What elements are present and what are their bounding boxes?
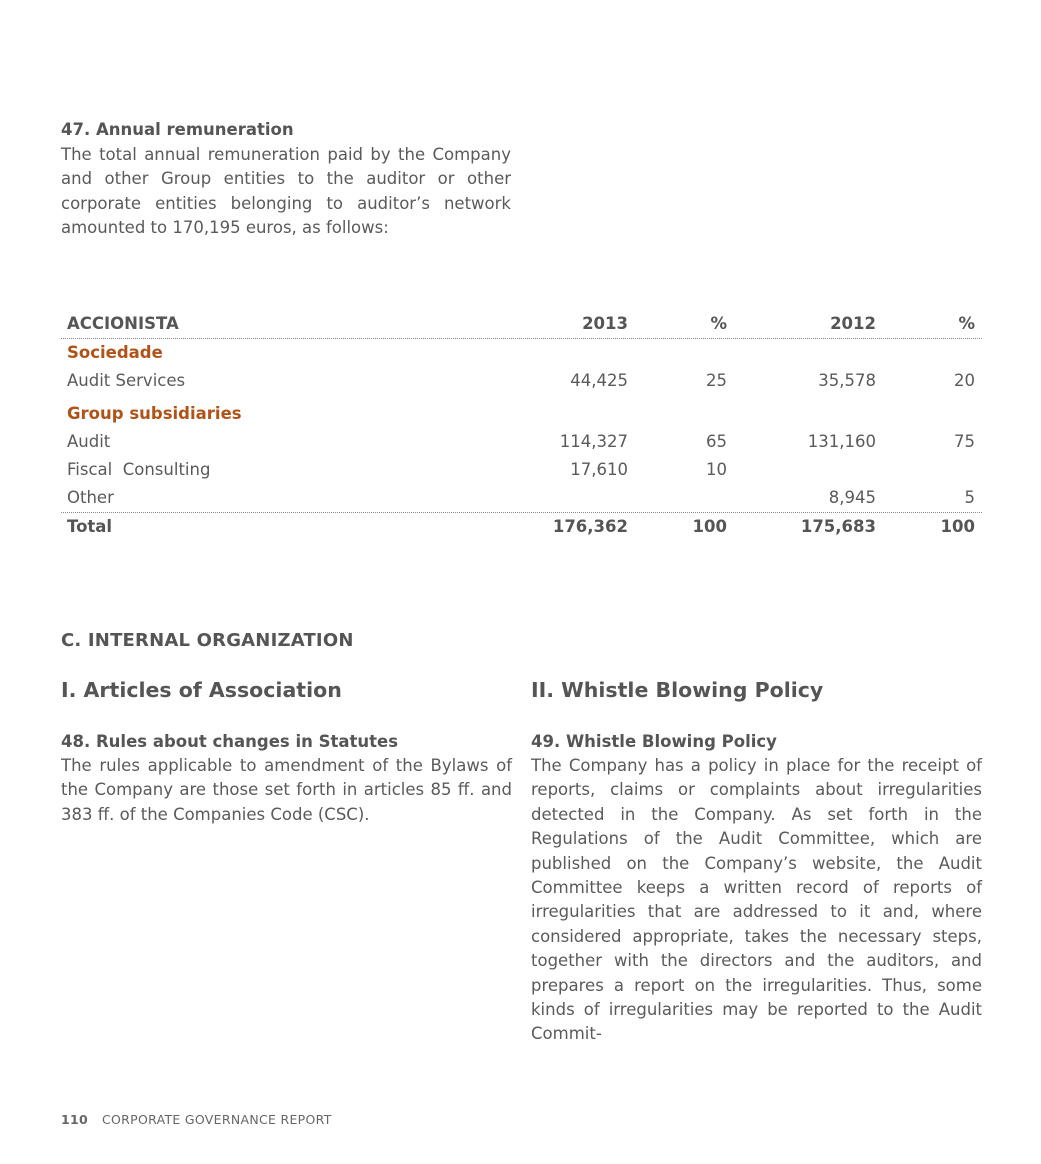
section-49-text: The Company has a policy in place for the receipt of reports, claims or complaints about irregularities detected in the Company. As set forth in the Regulations of the Audit Committee, which are published on the Company’s website, the Audit Committee keeps a written record of reports of irregularities that are addressed to it and, where considered appropriate, takes the necessary steps, together with the directors and the auditors, and prepares a report on the irregularities. Thus, some kinds of irregularities may be reported to the Audit Commit-	[531, 756, 982, 1044]
table-row	[61, 456, 982, 484]
section-47-text: The total annual remuneration paid by the Company and other Group entities to the auditor or other corporate entities belonging to auditor’s network amounted to 170,195 euros, as follows:	[61, 145, 511, 238]
whistle-heading: II. Whistle Blowing Policy	[531, 678, 824, 702]
remuneration-table	[61, 310, 982, 541]
table-row	[61, 484, 982, 512]
table-header-row	[61, 310, 982, 339]
header-accionista: ACCIONISTA	[67, 314, 179, 333]
total-label: Total	[67, 517, 113, 536]
section-49-heading: 49. Whistle Blowing Policy	[531, 732, 777, 751]
row-label: Other	[67, 488, 114, 507]
section-47-heading: 47. Annual remuneration	[61, 120, 294, 139]
row-value-2013: 17,610	[570, 460, 628, 479]
row-percent-2013: 65	[706, 432, 727, 451]
group-label: Group subsidiaries	[67, 404, 242, 423]
total-percent-2013: 100	[692, 517, 727, 536]
section-47	[61, 118, 511, 241]
total-value-2013: 176,362	[552, 517, 628, 536]
row-percent-2012: 75	[954, 432, 975, 451]
section-c-title: C. INTERNAL ORGANIZATION	[61, 630, 354, 651]
section-48	[61, 730, 512, 827]
table-row	[61, 428, 982, 456]
row-label: Audit	[67, 432, 111, 451]
row-value-2013: 44,425	[570, 371, 628, 390]
header-2013: 2013	[582, 314, 628, 333]
row-percent-2013: 10	[706, 460, 727, 479]
page-number: 110	[61, 1112, 88, 1127]
row-percent-2012: 5	[964, 488, 975, 507]
total-percent-2012: 100	[940, 517, 975, 536]
total-row	[61, 512, 982, 541]
group-sociedade	[61, 339, 982, 367]
row-percent-2012: 20	[954, 371, 975, 390]
header-percent-2013: %	[710, 314, 727, 333]
row-value-2012: 35,578	[818, 371, 876, 390]
section-48-text: The rules applicable to amendment of the Bylaws of the Company are those set forth in articles 85 ff. and 383 ff. of the Companies Code (CSC).	[61, 756, 512, 824]
table-row	[61, 367, 982, 395]
row-value-2012: 8,945	[828, 488, 876, 507]
footer-title: CORPORATE GOVERNANCE REPORT	[102, 1112, 332, 1127]
header-percent-2012: %	[958, 314, 975, 333]
row-percent-2013: 25	[706, 371, 727, 390]
section-48-heading: 48. Rules about changes in Statutes	[61, 732, 399, 751]
articles-heading: I. Articles of Association	[61, 678, 342, 702]
row-label: Fiscal Consulting	[67, 460, 211, 479]
header-2012: 2012	[830, 314, 876, 333]
section-49	[531, 730, 982, 1047]
group-label: Sociedade	[67, 343, 163, 362]
group-subsidiaries	[61, 400, 982, 428]
row-value-2012: 131,160	[807, 432, 876, 451]
row-label: Audit Services	[67, 371, 186, 390]
total-value-2012: 175,683	[800, 517, 876, 536]
page-footer	[61, 1112, 332, 1127]
row-value-2013: 114,327	[559, 432, 628, 451]
